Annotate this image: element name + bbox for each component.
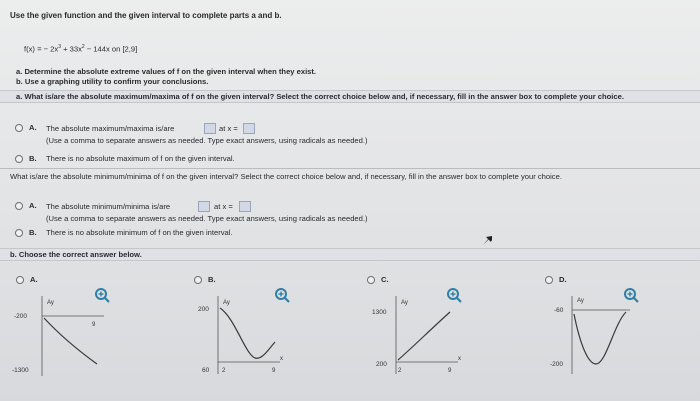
graph-b-ytop: 200 (198, 306, 209, 313)
min-option-a-radio[interactable] (15, 202, 23, 210)
min-x-input[interactable] (239, 201, 251, 212)
graph-d-curve (574, 312, 626, 364)
max-option-b-letter: B. (29, 154, 37, 163)
graph-c-ybottom: 200 (376, 361, 387, 368)
choice-b-letter: B. (208, 275, 216, 284)
max-value-input[interactable] (204, 123, 216, 134)
part-b-instruction: b. Use a graphing utility to confirm your conclusions. (16, 77, 209, 86)
choice-d-radio[interactable] (545, 276, 553, 284)
max-option-a-note: (Use a comma to separate answers as needed. Type exact answers, using radicals as needed.) (46, 136, 368, 145)
choice-a-letter: A. (30, 275, 38, 284)
graph-b-curve (220, 308, 275, 358)
graph-b (190, 294, 290, 384)
graph-a-xright: 9 (92, 322, 96, 328)
part-b-prompt: b. Choose the correct answer below. (10, 250, 142, 259)
max-option-a-radio[interactable] (15, 124, 23, 132)
graph-c-ytop: 1300 (372, 309, 387, 316)
graph-d-ybottom: -200 (550, 361, 564, 368)
min-option-a-at: at x = (214, 202, 233, 211)
function-exponent-1: 3 (58, 44, 61, 50)
function-mid: + 33x (60, 44, 82, 54)
choice-b-radio[interactable] (194, 276, 202, 284)
min-option-a-letter: A. (29, 201, 37, 210)
function-prefix: f(x) = − 2x (24, 44, 59, 54)
max-option-b-text: There is no absolute maximum of f on the given interval. (46, 154, 235, 163)
graph-a-ybottom: -1300 (12, 367, 29, 374)
question-max-prompt: a. What is/are the absolute maximum/maxima of f on the given interval? Select the correct choice below and, if necessary, fill in the answer box to complete your choice. (16, 92, 624, 101)
choice-c-letter: C. (381, 275, 389, 284)
max-option-b-radio[interactable] (15, 155, 23, 163)
graph-c-xright: 9 (448, 368, 452, 374)
max-option-a-text: The absolute maximum/maxima is/are (46, 124, 175, 133)
graph-d-ytop: -60 (554, 307, 564, 314)
max-option-a-letter: A. (29, 123, 37, 132)
min-option-a-text: The absolute minimum/minima is/are (46, 202, 171, 211)
graph-a (12, 294, 112, 384)
min-option-b-text: There is no absolute minimum of f on the given interval. (46, 228, 233, 237)
graph-b-xright: 9 (272, 368, 276, 374)
function-definition (24, 42, 137, 55)
choice-d-letter: D. (559, 275, 567, 284)
function-exponent-2: 2 (81, 44, 85, 50)
min-option-a-note: (Use a comma to separate answers as needed. Type exact answers, using radicals as needed.) (46, 214, 368, 223)
max-x-input[interactable] (243, 123, 255, 134)
graph-c-xleft: 2 (398, 368, 402, 374)
graph-a-curve (44, 318, 97, 364)
divider (0, 168, 700, 169)
graph-d (540, 294, 640, 384)
min-value-input[interactable] (198, 201, 210, 212)
graph-d-ylabel: Ay (577, 298, 584, 304)
instruction-text: Use the given function and the given interval to complete parts a and b. (10, 11, 282, 20)
graph-b-ylabel: Ay (223, 300, 230, 306)
graph-b-xlabel: x (280, 356, 283, 362)
function-suffix: − 144x on [2,9] (84, 44, 138, 54)
graph-c-ylabel: Ay (401, 300, 408, 306)
graph-c-curve (398, 312, 450, 360)
part-a-instruction: a. Determine the absolute extreme values of f on the given interval when they exist. (16, 67, 317, 76)
graph-b-ybottom: 60 (202, 367, 210, 374)
graph-c (366, 294, 466, 384)
max-option-a-at: at x = (219, 124, 238, 133)
choice-c-radio[interactable] (367, 276, 375, 284)
graph-a-ylabel: Ay (47, 300, 54, 306)
choice-a-radio[interactable] (16, 276, 24, 284)
graph-c-xlabel: x (458, 356, 461, 362)
min-option-b-letter: B. (29, 228, 37, 237)
graph-a-ytop: -200 (14, 313, 28, 320)
graph-b-xleft: 2 (222, 368, 226, 374)
question-min-prompt: What is/are the absolute minimum/minima of f on the given interval? Select the correct choice below and, if necessary, fill in the answer box to complete your choice. (10, 172, 562, 181)
min-option-b-radio[interactable] (15, 229, 23, 237)
mouse-pointer-icon (482, 234, 494, 246)
